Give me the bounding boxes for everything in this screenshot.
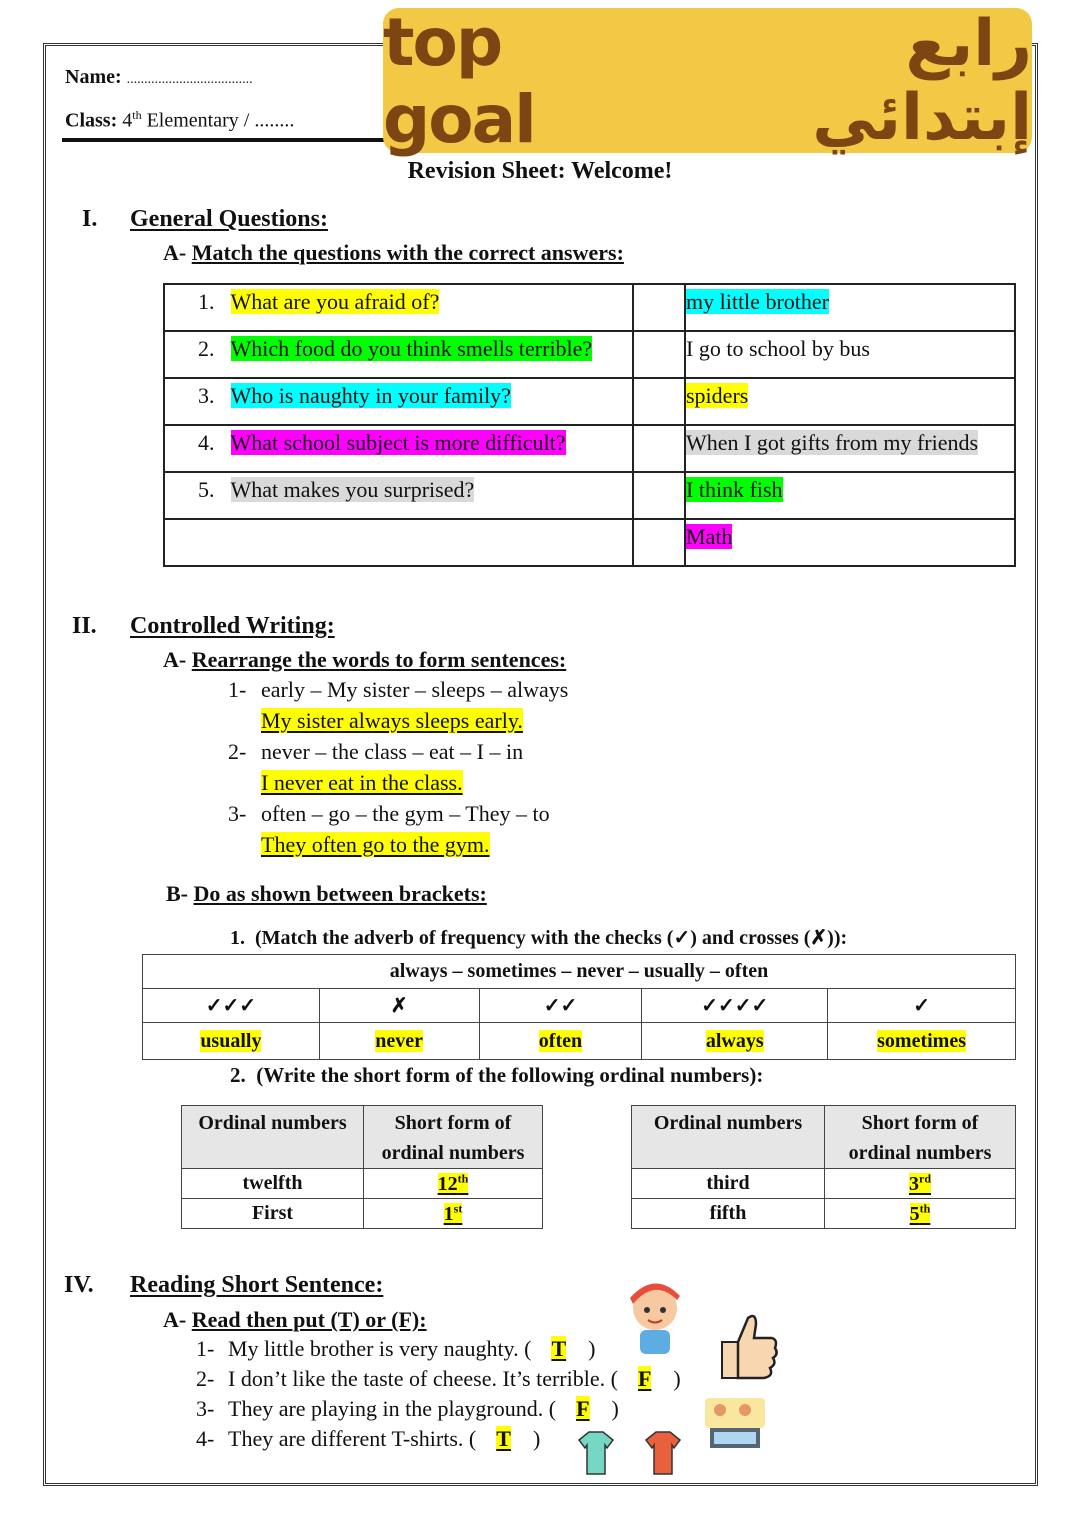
- question-number: 3.: [198, 383, 215, 408]
- short-form-number: 12: [437, 1172, 458, 1195]
- ordinal-row: [632, 1199, 1016, 1229]
- ordinal-header: Ordinal numbers: [632, 1106, 825, 1169]
- adverb-answer-cell[interactable]: [828, 1023, 1016, 1060]
- section-1-number: I.: [82, 206, 98, 232]
- close-paren: ): [532, 1426, 541, 1451]
- prefix: A-: [163, 1307, 187, 1332]
- question-number: 1.: [198, 289, 215, 314]
- ordinal-table-right: [631, 1105, 1016, 1229]
- q-text: (Match the adverb of frequency with the checks (✓) and crosses (✗)):: [255, 927, 848, 949]
- item-number: 3-: [196, 1396, 215, 1421]
- ordinal-row: [182, 1199, 543, 1229]
- cross-icon: ✗: [319, 989, 479, 1023]
- statement: They are different T-shirts. (: [228, 1426, 477, 1451]
- check-icon: ✓: [828, 989, 1016, 1023]
- item-number: 1-: [228, 677, 247, 702]
- tf-item: [196, 1336, 681, 1366]
- ordinal-word: fifth: [632, 1199, 825, 1229]
- class-sup: th: [132, 108, 142, 122]
- word-list: often – go – the gym – They – to: [261, 801, 550, 826]
- heading-text: Read then put (T) or (F):: [191, 1307, 427, 1332]
- name-field[interactable]: [65, 66, 253, 89]
- boy-illustration: [620, 1278, 690, 1356]
- ordinal-row: [632, 1169, 1016, 1199]
- answer-cell: [685, 331, 1015, 378]
- question-text: Who is naughty in your family?: [230, 383, 511, 408]
- question-2: [230, 1063, 763, 1088]
- tshirt-orange-icon: [642, 1430, 684, 1476]
- section-1-title: [130, 206, 328, 233]
- question-text: What are you afraid of?: [230, 289, 440, 314]
- question-cell: [164, 378, 633, 425]
- q-text: (Write the short form of the following ordinal numbers):: [256, 1063, 764, 1087]
- statement: My little brother is very naughty. (: [228, 1336, 532, 1361]
- question-cell: [164, 284, 633, 331]
- match-blank-cell[interactable]: [633, 472, 685, 519]
- answer-sentence[interactable]: My sister always sleeps early.: [261, 708, 523, 733]
- match-row: [164, 472, 1015, 519]
- close-paren: ): [588, 1336, 596, 1361]
- item-number: 1-: [196, 1336, 215, 1361]
- adverb-answer: sometimes: [877, 1029, 966, 1052]
- section-2a-heading: [163, 647, 566, 673]
- tf-answer[interactable]: T: [551, 1336, 567, 1361]
- section-2-title: Controlled Writing:: [130, 613, 335, 639]
- close-paren: ): [611, 1396, 619, 1421]
- check-icon: ✓✓✓: [143, 989, 320, 1023]
- adverb-answer: often: [538, 1029, 583, 1052]
- short-form-cell[interactable]: [364, 1199, 543, 1229]
- tf-item: [196, 1396, 681, 1426]
- short-form-header: [825, 1106, 1016, 1169]
- section-4a-heading: [163, 1307, 427, 1333]
- answer-cell: [685, 378, 1015, 425]
- check-icon: ✓✓✓✓: [642, 989, 828, 1023]
- match-row: [164, 425, 1015, 472]
- section-1-title-text: General Questions:: [130, 206, 328, 232]
- question-cell: [164, 425, 633, 472]
- answer-text: spiders: [686, 383, 749, 408]
- item-number: 4-: [196, 1426, 215, 1451]
- item-number: 3-: [228, 801, 247, 826]
- heading-text: Do as shown between brackets:: [193, 881, 487, 906]
- close-paren: ): [673, 1366, 681, 1391]
- short-form-suffix: rd: [919, 1171, 931, 1186]
- ordinal-table-left: [181, 1105, 543, 1229]
- class-field: [65, 108, 294, 133]
- answer-cell: [685, 425, 1015, 472]
- q-num: 1.: [230, 927, 245, 949]
- match-row: [164, 331, 1015, 378]
- tf-item: [196, 1366, 681, 1396]
- header-line-2: ordinal numbers: [848, 1142, 992, 1164]
- rearrange-item: [228, 801, 568, 863]
- short-form-cell[interactable]: [364, 1169, 543, 1199]
- check-icon: ✓✓: [479, 989, 642, 1023]
- short-form-suffix: st: [453, 1201, 463, 1216]
- logo-arabic: رابع إبتدائي: [812, 6, 1032, 155]
- question-text: Which food do you think smells terrible?: [230, 336, 593, 361]
- logo-banner: [383, 3, 1032, 158]
- prefix: A-: [163, 647, 187, 672]
- answer-sentence[interactable]: I never eat in the class.: [261, 770, 463, 795]
- statement: They are playing in the playground. (: [228, 1396, 557, 1421]
- match-blank-cell[interactable]: [633, 378, 685, 425]
- ordinal-header: Ordinal numbers: [182, 1106, 364, 1169]
- answer-cell: [685, 284, 1015, 331]
- item-number: 2-: [228, 739, 247, 764]
- adverb-answer-cell[interactable]: [642, 1023, 828, 1060]
- prefix: B-: [166, 881, 188, 906]
- word-list: early – My sister – sleeps – always: [261, 677, 569, 702]
- short-form-number: 3: [909, 1172, 919, 1195]
- match-blank-cell[interactable]: [633, 425, 685, 472]
- adverb-list: always – sometimes – never – usually – often: [143, 955, 1016, 989]
- adverb-answer: never: [375, 1029, 424, 1052]
- match-blank-cell[interactable]: [633, 284, 685, 331]
- header-line-1: Short form of: [861, 1112, 979, 1134]
- section-2b-heading: [166, 881, 487, 907]
- question-1: [230, 925, 847, 950]
- name-label: Name:: [65, 66, 122, 88]
- answer-cell: [685, 519, 1015, 566]
- section-1a-heading: [163, 240, 624, 266]
- ordinal-word: third: [632, 1169, 825, 1199]
- tf-answer[interactable]: T: [496, 1426, 511, 1451]
- prefix: A-: [163, 240, 187, 265]
- logo-text: top goal: [383, 3, 535, 158]
- answer-text: I go to school by bus: [686, 336, 870, 361]
- answer-text: I think fish: [686, 477, 783, 502]
- word-list: never – the class – eat – I – in: [261, 739, 524, 764]
- adverb-answer-cell[interactable]: [479, 1023, 642, 1060]
- tf-answer[interactable]: F: [576, 1396, 590, 1421]
- header-line-1: Short form of: [394, 1112, 512, 1134]
- answer-sentence[interactable]: They often go to the gym.: [261, 832, 490, 857]
- tf-answer[interactable]: F: [637, 1366, 652, 1391]
- match-row: [164, 378, 1015, 425]
- short-form-suffix: th: [457, 1171, 469, 1186]
- ordinal-word: First: [182, 1199, 364, 1229]
- answer-cell: [685, 472, 1015, 519]
- playground-illustration: [700, 1388, 770, 1458]
- name-dots: ....................................: [126, 72, 253, 87]
- question-number: 2.: [198, 336, 215, 361]
- adverb-answer-cell[interactable]: [319, 1023, 479, 1060]
- question-number: 4.: [198, 430, 215, 455]
- rearrange-item: [228, 677, 568, 739]
- match-row: [164, 284, 1015, 331]
- question-cell: [164, 331, 633, 378]
- answer-text: When I got gifts from my friends: [686, 430, 979, 455]
- header-rule: [62, 138, 384, 142]
- tshirt-blue-icon: [575, 1430, 617, 1476]
- match-row: [164, 519, 1015, 566]
- adverb-answer: usually: [200, 1029, 262, 1052]
- adverb-answer: always: [705, 1029, 764, 1052]
- item-number: 2-: [196, 1366, 215, 1391]
- thumbs-up-icon: [712, 1308, 782, 1384]
- page-title: Revision Sheet: Welcome!: [407, 158, 673, 184]
- short-form-cell[interactable]: [825, 1169, 1016, 1199]
- header-line-2: ordinal numbers: [381, 1142, 525, 1164]
- question-number: 5.: [198, 477, 215, 502]
- section-2-number: II.: [72, 613, 97, 639]
- question-text: What school subject is more difficult?: [230, 430, 566, 455]
- match-blank-cell[interactable]: [633, 519, 685, 566]
- match-blank-cell[interactable]: [633, 331, 685, 378]
- short-form-number: 1: [443, 1202, 454, 1225]
- short-form-cell[interactable]: [825, 1199, 1016, 1229]
- question-cell: [164, 519, 633, 566]
- short-form-suffix: th: [919, 1201, 931, 1216]
- match-table: [163, 283, 1016, 567]
- heading-text: Match the questions with the correct answers:: [191, 240, 624, 265]
- statement: I don’t like the taste of cheese. It’s terrible. (: [228, 1366, 618, 1391]
- ordinal-row: [182, 1169, 543, 1199]
- adverb-table: [142, 954, 1016, 1060]
- short-form-number: 5: [909, 1202, 920, 1225]
- section-4-title: Reading Short Sentence:: [130, 1272, 384, 1298]
- class-rest: Elementary / ........: [141, 109, 295, 132]
- adverb-answer-cell[interactable]: [143, 1023, 320, 1060]
- ordinal-word: twelfth: [182, 1169, 364, 1199]
- class-label: Class:: [65, 109, 118, 132]
- answer-text: my little brother: [686, 289, 829, 314]
- rearrange-item: [228, 739, 568, 801]
- heading-text: Rearrange the words to form sentences:: [191, 647, 567, 672]
- question-text: What makes you surprised?: [230, 477, 475, 502]
- section-4-number: IV.: [64, 1272, 94, 1298]
- answer-text: Math: [686, 524, 733, 549]
- rearrange-list: [228, 677, 568, 863]
- short-form-header: [364, 1106, 543, 1169]
- q-num: 2.: [230, 1063, 246, 1087]
- question-cell: [164, 472, 633, 519]
- class-num: 4: [122, 109, 133, 132]
